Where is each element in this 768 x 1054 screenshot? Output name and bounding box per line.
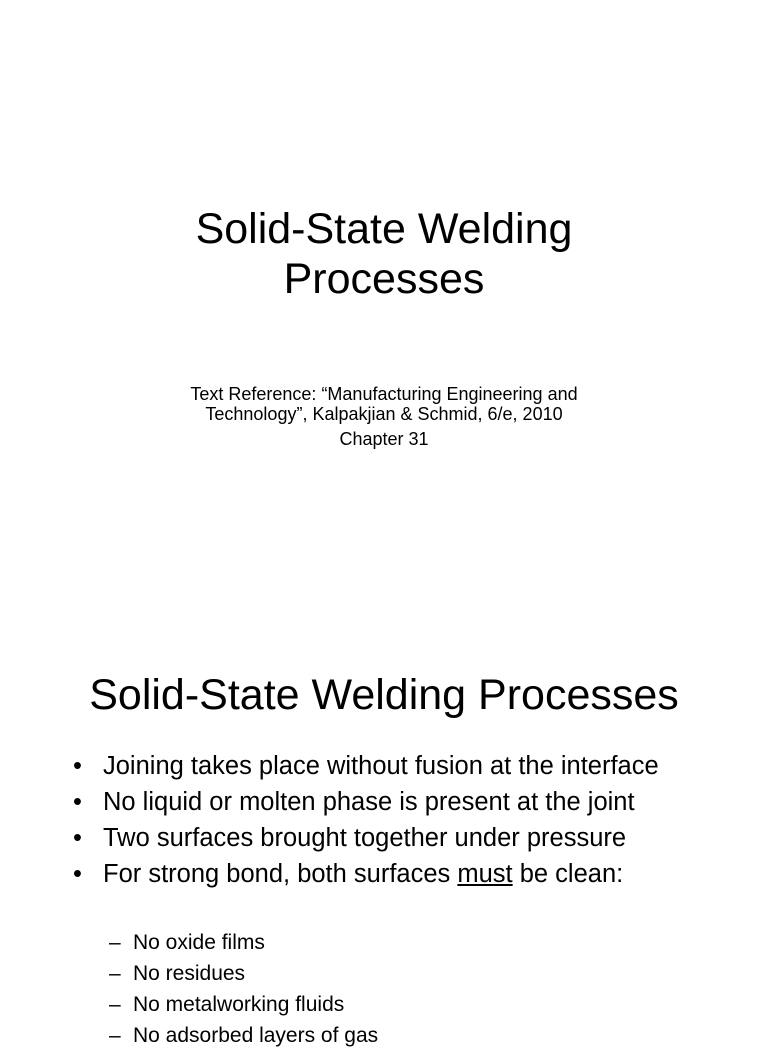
bullet-text: Two surfaces brought together under pressure xyxy=(103,824,627,852)
dash-mark: – xyxy=(109,993,121,1016)
slide-title-line-1: Solid-State Welding xyxy=(195,205,573,253)
chapter-label: Chapter 31 xyxy=(339,429,429,449)
bullet-text: Joining takes place without fusion at the interface xyxy=(103,752,659,780)
bullet-item xyxy=(72,788,722,817)
bullet-item xyxy=(72,824,722,853)
bullet-mark: • xyxy=(73,860,82,888)
sub-bullet-text: No metalworking fluids xyxy=(133,993,345,1016)
content-slide xyxy=(0,512,768,1047)
bullet-list xyxy=(72,752,722,896)
dash-mark: – xyxy=(109,1024,121,1047)
dash-mark: – xyxy=(109,962,121,985)
text-reference xyxy=(0,384,768,449)
sub-bullet-text: No adsorbed layers of gas xyxy=(133,1024,379,1047)
bullet-mark: • xyxy=(73,824,82,852)
dash-mark: – xyxy=(109,931,121,954)
bullet-text-pre: For strong bond, both surfaces xyxy=(103,860,458,888)
sub-bullet-text: No oxide films xyxy=(133,931,265,954)
slide-heading: Solid-State Welding Processes xyxy=(89,671,679,719)
bullet-mark: • xyxy=(73,788,82,816)
bullet-item xyxy=(72,860,722,889)
bullet-mark: • xyxy=(73,752,82,780)
reference-line-2: Technology”, Kalpakjian & Schmid, 6/e, 2010 xyxy=(205,404,563,424)
title-slide xyxy=(0,0,768,512)
bullet-emphasis: must xyxy=(457,860,513,888)
slide-title-line-2: Processes xyxy=(283,255,485,303)
bullet-text: No liquid or molten phase is present at the joint xyxy=(103,788,635,816)
reference-line-1: Text Reference: “Manufacturing Engineering and xyxy=(190,384,578,404)
bullet-text-post: be clean: xyxy=(512,860,624,888)
bullet-item xyxy=(72,752,722,781)
sub-bullet-list xyxy=(109,930,709,1054)
sub-bullet-item xyxy=(109,992,709,1017)
sub-bullet-item xyxy=(109,1023,709,1048)
sub-bullet-item xyxy=(109,961,709,986)
sub-bullet-item xyxy=(109,930,709,955)
slide-title xyxy=(0,204,768,304)
sub-bullet-text: No residues xyxy=(133,962,246,985)
